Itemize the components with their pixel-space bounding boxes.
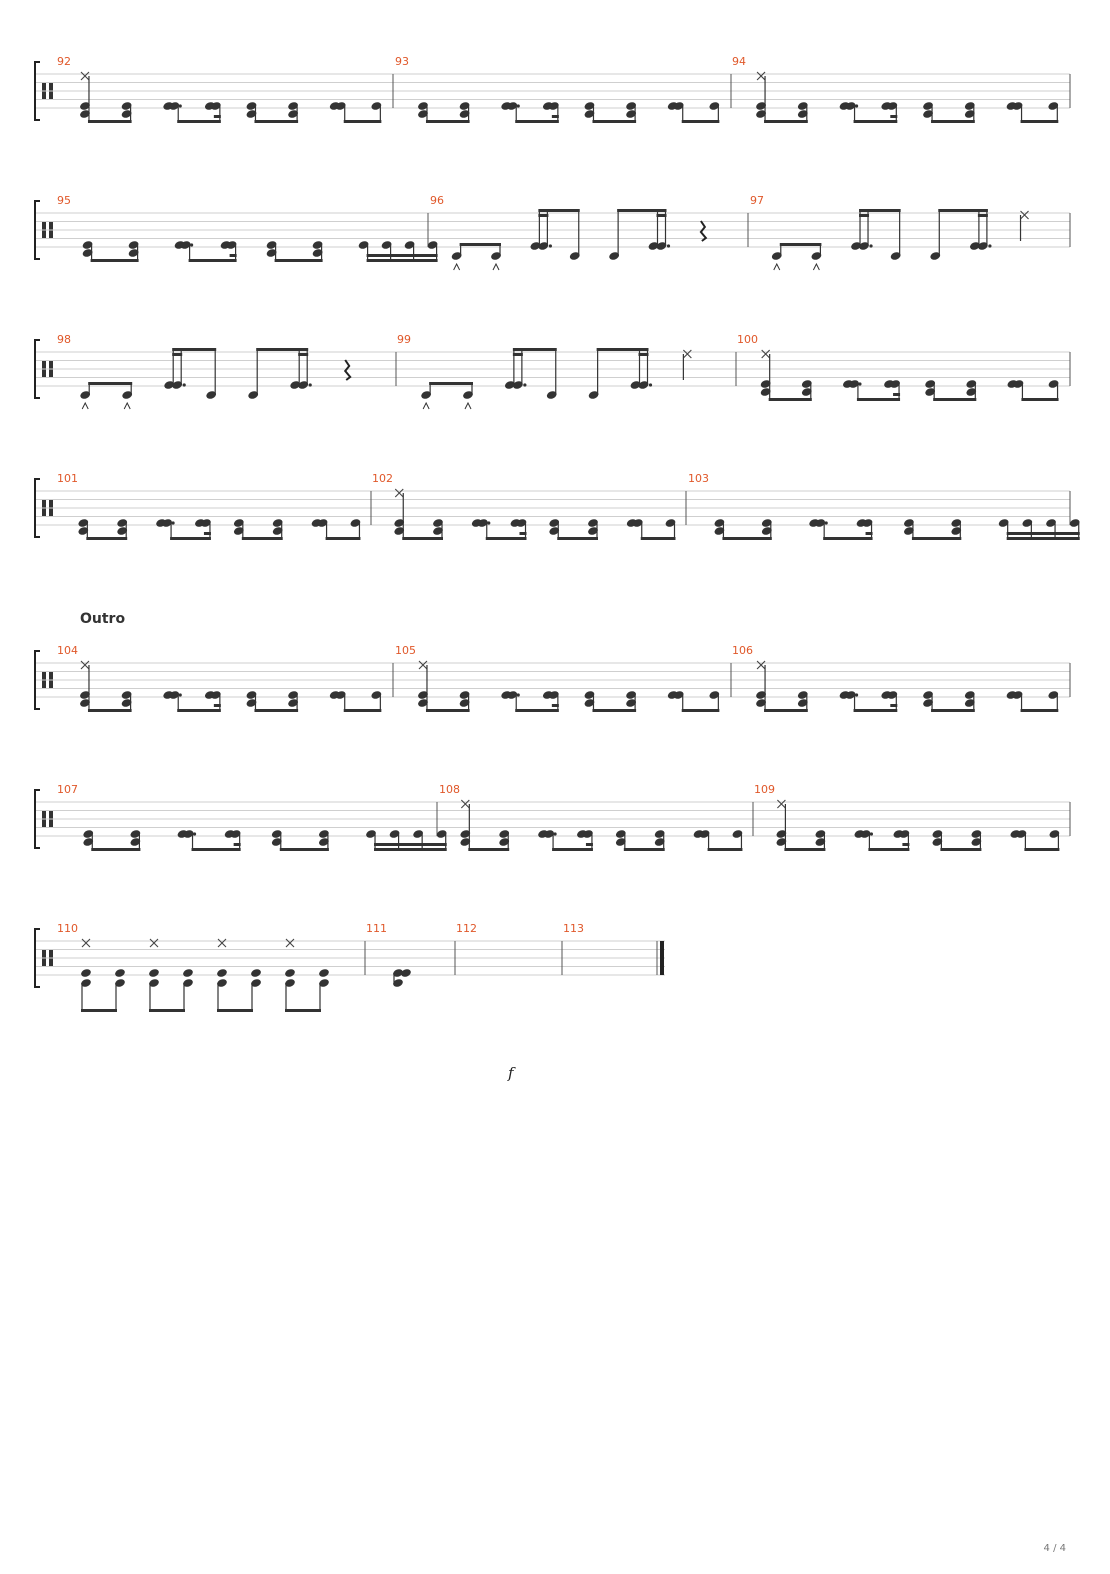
note-beam: [624, 848, 665, 851]
augmentation-dot: [171, 521, 174, 524]
augmentation-dot: [869, 244, 872, 247]
augmentation-dot: [855, 104, 858, 107]
augmentation-dot: [517, 693, 520, 696]
measure-number: 112: [456, 922, 477, 935]
cymbal-x-head: [218, 939, 226, 947]
measure-number: 104: [57, 644, 78, 657]
cymbal-x-head: [461, 800, 469, 808]
measure-number: 103: [688, 472, 709, 485]
note-beam: [172, 348, 216, 351]
note-beam: [780, 243, 822, 246]
measure-number: 95: [57, 194, 71, 207]
measure-number: 111: [366, 922, 387, 935]
cymbal-x-head: [1021, 211, 1029, 219]
note-beam: [177, 120, 221, 123]
note-beam: [682, 120, 720, 123]
note-beam: [426, 120, 470, 123]
measure-number: 107: [57, 783, 78, 796]
note-beam: [177, 709, 221, 712]
note-beam: [538, 214, 548, 217]
note-beam: [486, 537, 527, 540]
note-beam: [912, 537, 961, 540]
measure-number: 106: [732, 644, 753, 657]
note-beam: [538, 209, 579, 212]
measure-number: 92: [57, 55, 71, 68]
note-beam: [938, 209, 988, 212]
augmentation-dot: [988, 244, 991, 247]
augmentation-dot: [190, 243, 193, 246]
cymbal-x-head: [757, 72, 765, 80]
cymbal-x-head: [82, 939, 90, 947]
note-beam: [868, 848, 909, 851]
note-beam: [893, 393, 900, 396]
measure-number: 109: [754, 783, 775, 796]
note-beam: [639, 353, 649, 356]
accent-mark: [465, 403, 471, 409]
note-beam: [91, 848, 140, 851]
note-beam: [617, 209, 666, 212]
section-label: Outro: [80, 611, 126, 627]
note-beam: [298, 353, 308, 356]
augmentation-dot: [183, 383, 186, 386]
note-beam: [859, 209, 901, 212]
note-beam: [426, 709, 470, 712]
augmentation-dot: [855, 693, 858, 696]
note-beam: [214, 704, 221, 707]
note-beam: [344, 709, 382, 712]
measure-number: 98: [57, 333, 71, 346]
note-beam: [1021, 709, 1059, 712]
note-beam: [88, 709, 132, 712]
note-beam: [784, 848, 825, 851]
augmentation-dot: [553, 832, 556, 835]
note-beam: [1021, 398, 1058, 401]
note-beam: [217, 1009, 253, 1012]
note-beam: [280, 848, 329, 851]
accent-mark: [813, 264, 819, 270]
note-beam: [682, 709, 720, 712]
cymbal-x-head: [395, 489, 403, 497]
note-beam: [586, 843, 593, 846]
measure-number: 101: [57, 472, 78, 485]
note-beam: [81, 1009, 117, 1012]
augmentation-dot: [549, 244, 552, 247]
augmentation-dot: [517, 104, 520, 107]
note-beam: [515, 709, 559, 712]
augmentation-dot: [179, 104, 182, 107]
augmentation-dot: [179, 693, 182, 696]
measure-number: 113: [563, 922, 584, 935]
note-beam: [326, 537, 361, 540]
note-beam: [1021, 120, 1059, 123]
note-beam: [91, 259, 139, 262]
note-head: [318, 968, 330, 978]
augmentation-dot: [193, 832, 196, 835]
note-head: [400, 968, 412, 978]
cymbal-x-head: [419, 661, 427, 669]
note-beam: [866, 532, 873, 535]
note-beam: [1007, 532, 1080, 535]
measure-number: 108: [439, 783, 460, 796]
measure-number: 105: [395, 644, 416, 657]
note-beam: [367, 254, 438, 257]
accent-mark: [454, 264, 460, 270]
measure-number: 100: [737, 333, 758, 346]
note-beam: [285, 1009, 321, 1012]
note-beam: [552, 704, 559, 707]
accent-mark: [423, 403, 429, 409]
cymbal-x-head: [762, 350, 770, 358]
note-beam: [513, 353, 523, 356]
note-beam: [1007, 537, 1080, 540]
note-beam: [592, 709, 636, 712]
note-beam: [429, 382, 473, 385]
note-head: [182, 968, 194, 978]
note-beam: [254, 120, 298, 123]
accent-mark: [774, 264, 780, 270]
note-beam: [234, 843, 241, 846]
note-beam: [890, 704, 897, 707]
note-beam: [230, 254, 237, 257]
note-beam: [931, 120, 975, 123]
note-beam: [149, 1009, 185, 1012]
augmentation-dot: [523, 383, 526, 386]
augmentation-dot: [825, 521, 828, 524]
note-beam: [722, 537, 771, 540]
measure-number: 102: [372, 472, 393, 485]
note-beam: [641, 537, 676, 540]
notation-layer: [35, 62, 1081, 1012]
note-beam: [170, 537, 211, 540]
note-head: [148, 968, 160, 978]
cymbal-x-head: [150, 939, 158, 947]
note-beam: [204, 532, 211, 535]
note-head: [284, 968, 296, 978]
augmentation-dot: [870, 832, 873, 835]
note-head: [250, 968, 262, 978]
note-beam: [823, 537, 872, 540]
note-beam: [978, 214, 988, 217]
measure-number: 94: [732, 55, 746, 68]
note-beam: [460, 243, 501, 246]
note-beam: [468, 848, 509, 851]
accent-mark: [124, 403, 130, 409]
cymbal-x-head: [757, 661, 765, 669]
augmentation-dot: [487, 521, 490, 524]
note-beam: [86, 537, 127, 540]
page-indicator: 4 / 4: [1043, 1543, 1066, 1554]
note-beam: [859, 214, 869, 217]
note-head: [80, 968, 92, 978]
note-beam: [940, 848, 981, 851]
note-beam: [557, 537, 598, 540]
note-beam: [214, 115, 221, 118]
note-beam: [275, 259, 323, 262]
note-beam: [344, 120, 382, 123]
note-beam: [854, 709, 898, 712]
note-beam: [172, 353, 182, 356]
augmentation-dot: [649, 383, 652, 386]
note-beam: [242, 537, 283, 540]
note-beam: [854, 120, 898, 123]
measure-number: 93: [395, 55, 409, 68]
augmentation-dot: [858, 382, 861, 385]
note-beam: [520, 532, 527, 535]
cymbal-x-head: [777, 800, 785, 808]
note-beam: [189, 259, 237, 262]
augmentation-dot: [309, 383, 312, 386]
augmentation-dot: [667, 244, 670, 247]
measure-number: 110: [57, 922, 78, 935]
note-beam: [88, 120, 132, 123]
note-beam: [552, 115, 559, 118]
measure-number: 96: [430, 194, 444, 207]
cymbal-x-head: [286, 939, 294, 947]
note-beam: [592, 120, 636, 123]
note-beam: [88, 382, 132, 385]
note-beam: [254, 709, 298, 712]
note-beam: [902, 843, 909, 846]
note-beam: [367, 259, 438, 262]
note-beam: [764, 120, 808, 123]
measure-number: 97: [750, 194, 764, 207]
note-beam: [402, 537, 443, 540]
note-beam: [890, 115, 897, 118]
note-head: [216, 968, 228, 978]
cymbal-x-head: [81, 72, 89, 80]
note-beam: [657, 214, 667, 217]
note-beam: [374, 843, 447, 846]
note-head: [114, 968, 126, 978]
note-beam: [708, 848, 743, 851]
note-beam: [597, 348, 649, 351]
note-beam: [857, 398, 900, 401]
note-beam: [931, 709, 975, 712]
measure-number: 99: [397, 333, 411, 346]
accent-mark: [82, 403, 88, 409]
note-beam: [933, 398, 976, 401]
note-beam: [764, 709, 808, 712]
note-beam: [515, 120, 559, 123]
cymbal-x-head: [683, 350, 691, 358]
note-beam: [769, 398, 812, 401]
note-beam: [1024, 848, 1059, 851]
accent-mark: [493, 264, 499, 270]
dynamic-marking: f: [508, 1064, 514, 1082]
note-beam: [552, 848, 593, 851]
note-beam: [513, 348, 557, 351]
note-beam: [256, 348, 308, 351]
cymbal-x-head: [81, 661, 89, 669]
note-beam: [374, 848, 447, 851]
note-beam: [192, 848, 241, 851]
